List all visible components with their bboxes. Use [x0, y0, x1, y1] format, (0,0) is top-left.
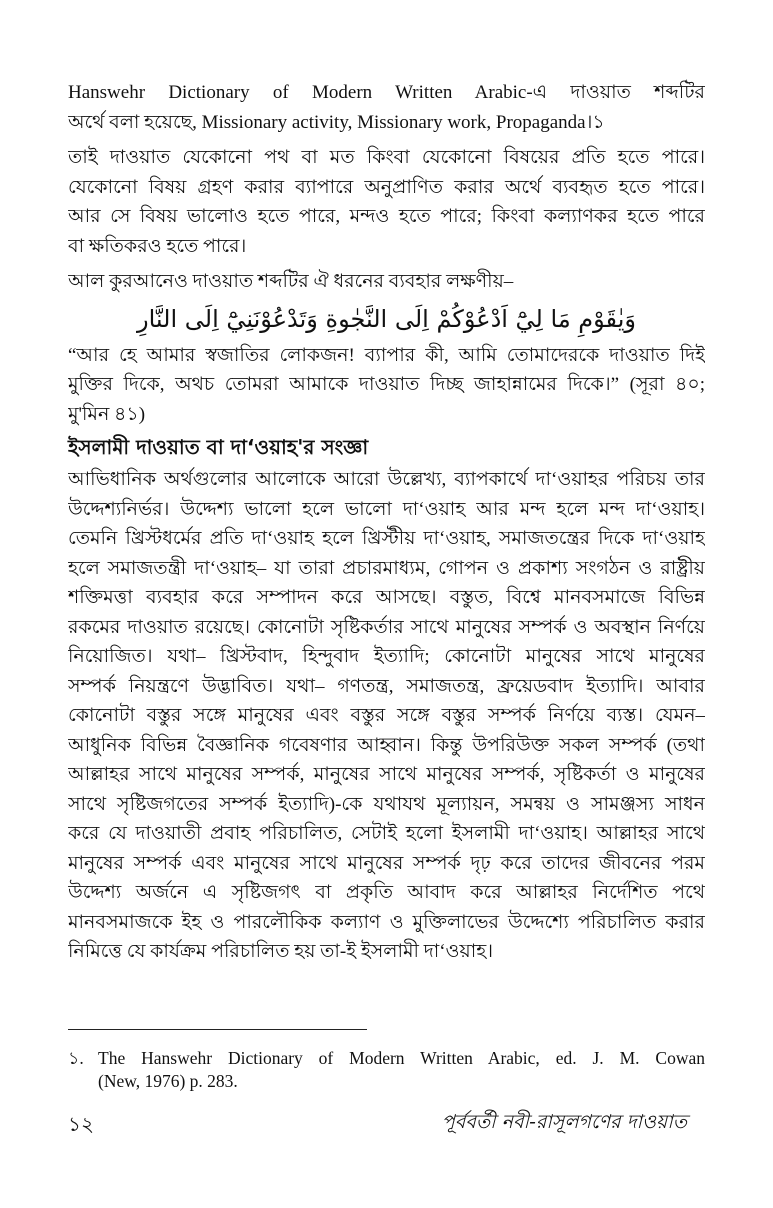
page-number: ১২ — [68, 1114, 94, 1136]
text-line: আল্লাহর সাথে মানুষের সম্পর্ক, মানুষের সাথে মানুষের সম্পর্ক, সৃষ্টিকর্তা ও মানুষের — [68, 764, 705, 785]
footnote-number: ১. — [68, 1048, 84, 1068]
text-line: বা ক্ষতিকরও হতে পারে। — [68, 235, 247, 257]
text-line: নিয়োজিত। যথা– খ্রিস্টবাদ, হিন্দুবাদ ইত্যাদি; কোনোটা মানুষের সাথে মানুষের — [68, 646, 705, 667]
text-line: কোনোটা বস্তুর সঙ্গে মানুষের এবং বস্তুর সঙ্গে বস্তুর সম্পর্ক নির্ণয়ে ব্যস্ত। যেমন– — [68, 705, 705, 726]
text-line: মানুষের সম্পর্ক এবং মানুষের সাথে মানুষের সম্পর্ক দৃঢ় করে তাদের জীবনের পরম — [68, 852, 705, 874]
text-line: আভিধানিক অর্থগুলোর আলোকে আরো উল্লেখ্য, ব্যাপকার্থে দা‘ওয়াহর পরিচয় তার — [68, 469, 705, 490]
footnote-text — [98, 1047, 705, 1093]
verse-translation — [68, 341, 705, 430]
section-heading: ইসলামী দাওয়াত বা দা‘ওয়াহ'র সংজ্ঞা — [68, 435, 369, 459]
footnote-line: The Hanswehr Dictionary of Modern Written Arabic, ed. J. M. Cowan — [98, 1048, 705, 1068]
text-line: “আর হে আমার স্বজাতির লোকজন! ব্যাপার কী, আমি তোমাদেরকে দাওয়াত দিই — [68, 344, 705, 366]
text-line: উদ্দেশ্যনির্ভর। উদ্দেশ্য ভালো হলে ভালো দা‘ওয়াহ আর মন্দ হলে মন্দ দা‘ওয়াহ। — [68, 498, 705, 520]
footnote — [68, 1047, 705, 1093]
text-line: আধুনিক বিভিন্ন বৈজ্ঞানিক গবেষণার আহ্বান। কিন্তু উপরিউক্ত সকল সম্পর্ক (তথা — [68, 734, 705, 756]
text-line: আল কুরআনেও দাওয়াত শব্দটির ঐ ধরনের ব্যবহার লক্ষণীয়– — [68, 271, 514, 292]
text-line: মুক্তির দিকে, অথচ তোমরা আমাকে দাওয়াত দিচ্ছ জাহান্নামের দিকে।” (সূরা ৪০; — [68, 374, 705, 395]
text-line: যেকোনো বিষয় গ্রহণ করার ব্যাপারে অনুপ্রাণিত করার অর্থে ব্যবহৃত হতে পারে। — [68, 176, 705, 198]
footnote-divider — [68, 1029, 367, 1030]
text-line: নিমিত্তে যে কার্যক্রম পরিচালিত হয় তা-ই ইসলামী দা‘ওয়াহ। — [68, 941, 493, 962]
text-line: মু'মিন ৪১) — [68, 403, 146, 425]
page-body — [68, 78, 705, 967]
text-line: হলে সমাজতন্ত্রী দা‘ওয়াহ– যা তারা প্রচারমাধ্যম, গোপন ও প্রকাশ্য সংগঠন ও রাষ্ট্রীয় — [68, 557, 705, 579]
text-line: মানবসমাজকে ইহ ও পারলৌকিক কল্যাণ ও মুক্তিলাভের উদ্দেশ্যে পরিচালিত করার — [68, 911, 705, 933]
text-line: সাথে সৃষ্টিজগতের সম্পর্ক ইত্যাদি)-কে যথাযথ মূল্যায়ন, সমন্বয় ও সামঞ্জস্য সাধন — [68, 793, 705, 815]
text-line: তাই দাওয়াত যেকোনো পথ বা মত কিংবা যেকোনো বিষয়ের প্রতি হতে পারে। — [68, 147, 705, 168]
text-line: অর্থে বলা হয়েছে, Missionary activity, Missionary work, Propaganda।১ — [68, 111, 605, 133]
text-line: Hanswehr Dictionary of Modern Written Arabic-এ দাওয়াত শব্দটির — [68, 82, 705, 103]
text-line: রকমের দাওয়াত রয়েছে। কোনোটা সৃষ্টিকর্তার সাথে মানুষের সম্পর্ক ও অবস্থান নির্ণয়ে — [68, 616, 705, 638]
text-line: সম্পর্ক নিয়ন্ত্রণে উদ্ভাবিত। যথা– গণতন্ত্র, সমাজতন্ত্র, ফ্রয়েডবাদ ইত্যাদি। আবার — [68, 675, 705, 697]
paragraph-dictionary-definition — [68, 78, 705, 137]
text-line: উদ্দেশ্য অর্জনে এ সৃষ্টিজগৎ বা প্রকৃতি আবাদ করে আল্লাহর নির্দেশিত পথে — [68, 882, 705, 903]
quran-verse: وَيٰقَوْمِ مَا لِيْٓ اَدْعُوْكُمْ اِلَى النَّجٰوةِ وَتَدْعُوْنَنِيْٓ اِلَى النَّارِ — [137, 304, 636, 333]
running-title: পূর্ববর্তী নবী-রাসূলগণের দাওয়াত — [441, 1111, 687, 1133]
text-line: করে যে দাওয়াতী প্রবাহ পরিচালিত, সেটাই হলো ইসলামী দা‘ওয়াহ। আল্লাহর সাথে — [68, 823, 705, 844]
text-line: তেমনি খ্রিস্টধর্মের প্রতি দা‘ওয়াহ হলে খ্রিস্টীয় দা‘ওয়াহ, সমাজতন্ত্রের দিকে দা‘ওয়াহ — [68, 528, 705, 549]
paragraph-islamic-dawah-definition — [68, 465, 705, 967]
paragraph-quran-usage — [68, 267, 705, 297]
footnote-line: (New, 1976) p. 283. — [98, 1071, 238, 1091]
text-line: আর সে বিষয় ভালোও হতে পারে, মন্দও হতে পারে; কিংবা কল্যাণকর হতে পারে — [68, 206, 705, 227]
paragraph-dawah-scope — [68, 143, 705, 261]
text-line: শক্তিমত্তা ব্যবহার করে সম্পাদন করে আসছে। বস্তুত, বিশ্বে মানবসমাজে বিভিন্ন — [68, 587, 705, 608]
